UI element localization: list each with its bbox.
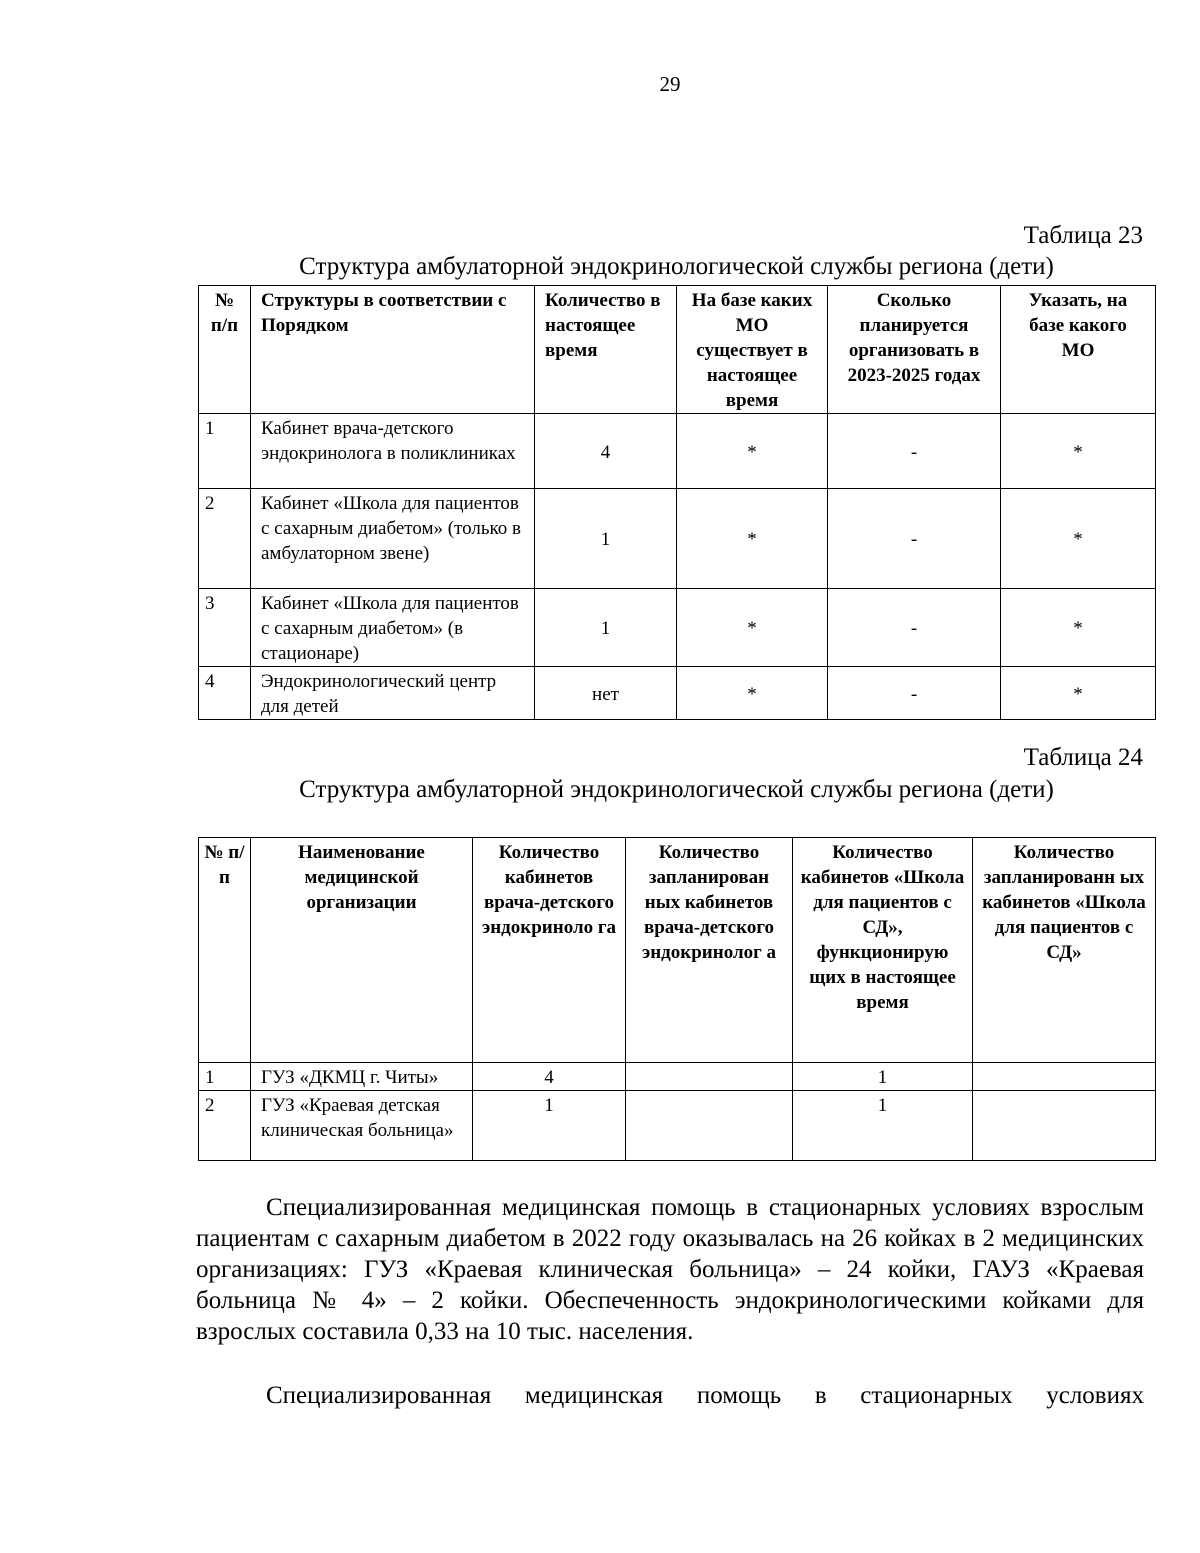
table-23-header-cell: Указать, на базе какого МО xyxy=(1001,286,1156,414)
table-cell: 1 xyxy=(199,1063,251,1091)
table-cell: * xyxy=(677,414,828,489)
table-cell: нет xyxy=(535,667,677,720)
table-24-header-cell: Количество запланирован ных кабинетов врача-детского эндокринолог а xyxy=(626,838,793,1063)
table-23 xyxy=(198,285,1156,720)
table-cell xyxy=(973,1063,1156,1091)
table-row xyxy=(199,414,1156,489)
table-cell: 2 xyxy=(199,1091,251,1161)
table-24-title: Структура амбулаторной эндокринологической службы региона (дети) xyxy=(299,776,1054,803)
table-cell: * xyxy=(1001,489,1156,589)
table-cell: 4 xyxy=(535,414,677,489)
table-cell: * xyxy=(1001,414,1156,489)
table-cell: * xyxy=(1001,589,1156,667)
table-24-header-cell: Наименование медицинской организации xyxy=(251,838,473,1063)
table-cell: 1 xyxy=(473,1091,626,1161)
table-cell: Кабинет врача-детского эндокринолога в поликлиниках xyxy=(251,414,535,489)
table-cell: * xyxy=(677,589,828,667)
table-cell: - xyxy=(828,589,1001,667)
table-23-header-cell: Структуры в соответствии с Порядком xyxy=(251,286,535,414)
table-24-header-cell: Количество запланированн ых кабинетов «Школа для пациентов с СД» xyxy=(973,838,1156,1063)
table-cell: * xyxy=(1001,667,1156,720)
paragraph-text: Специализированная медицинская помощь в стационарных условиях xyxy=(266,1382,1144,1409)
table-cell: * xyxy=(677,667,828,720)
table-cell xyxy=(626,1091,793,1161)
table-cell: Кабинет «Школа для пациентов с сахарным диабетом» (только в амбулаторном звене) xyxy=(251,489,535,589)
table-row xyxy=(199,589,1156,667)
table-cell: 1 xyxy=(199,414,251,489)
body-paragraph xyxy=(196,1380,1144,1411)
table-row xyxy=(199,667,1156,720)
table-23-header-cell: Количество в настоящее время xyxy=(535,286,677,414)
table-cell: - xyxy=(828,489,1001,589)
table-cell xyxy=(973,1091,1156,1161)
table-cell: * xyxy=(677,489,828,589)
table-23-title: Структура амбулаторной эндокринологической службы региона (дети) xyxy=(299,253,1054,280)
table-23-header-row xyxy=(199,286,1156,414)
table-cell: - xyxy=(828,667,1001,720)
table-cell: 1 xyxy=(793,1091,973,1161)
table-24-header-row xyxy=(199,838,1156,1063)
paragraph-text: Специализированная медицинская помощь в стационарных условиях взрослым пациентам с сахарным диабетом в 2022 году оказывалась на 26 койках в 2 медицинских организациях: ГУЗ «Краевая клиническая больница» – 24 койки, ГАУЗ «Краевая больница № 4» – 2 койки. Обеспеченность эндокринологическими койками для взрослых составила 0,33 на 10 тыс. населения. xyxy=(196,1194,1144,1345)
table-24-header-cell: Количество кабинетов врача-детского эндокриноло га xyxy=(473,838,626,1063)
table-cell: - xyxy=(828,414,1001,489)
table-cell: 4 xyxy=(199,667,251,720)
table-23-header-cell: На базе каких МО существует в настоящее время xyxy=(677,286,828,414)
table-24-caption: Таблица 24 xyxy=(1023,744,1143,771)
body-paragraph xyxy=(196,1192,1144,1347)
table-cell: 1 xyxy=(793,1063,973,1091)
table-row xyxy=(199,1063,1156,1091)
table-row xyxy=(199,489,1156,589)
table-23-caption: Таблица 23 xyxy=(1023,222,1143,249)
table-cell: ГУЗ «ДКМЦ г. Читы» xyxy=(251,1063,473,1091)
table-cell xyxy=(626,1063,793,1091)
table-cell: ГУЗ «Краевая детская клиническая больница» xyxy=(251,1091,473,1161)
table-cell: 4 xyxy=(473,1063,626,1091)
table-cell: 2 xyxy=(199,489,251,589)
page-number: 29 xyxy=(659,72,681,96)
table-cell: Кабинет «Школа для пациентов с сахарным диабетом» (в стационаре) xyxy=(251,589,535,667)
table-24-header-cell: Количество кабинетов «Школа для пациентов с СД», функционирую щих в настоящее время xyxy=(793,838,973,1063)
table-row xyxy=(199,1091,1156,1161)
table-cell: 3 xyxy=(199,589,251,667)
table-cell: 1 xyxy=(535,589,677,667)
table-24 xyxy=(198,837,1156,1161)
table-23-header-cell: Сколько планируется организовать в 2023-2025 годах xyxy=(828,286,1001,414)
table-23-header-cell: № п/п xyxy=(199,286,251,414)
table-24-header-cell: № п/п xyxy=(199,838,251,1063)
table-cell: Эндокринологический центр для детей xyxy=(251,667,535,720)
table-cell: 1 xyxy=(535,489,677,589)
